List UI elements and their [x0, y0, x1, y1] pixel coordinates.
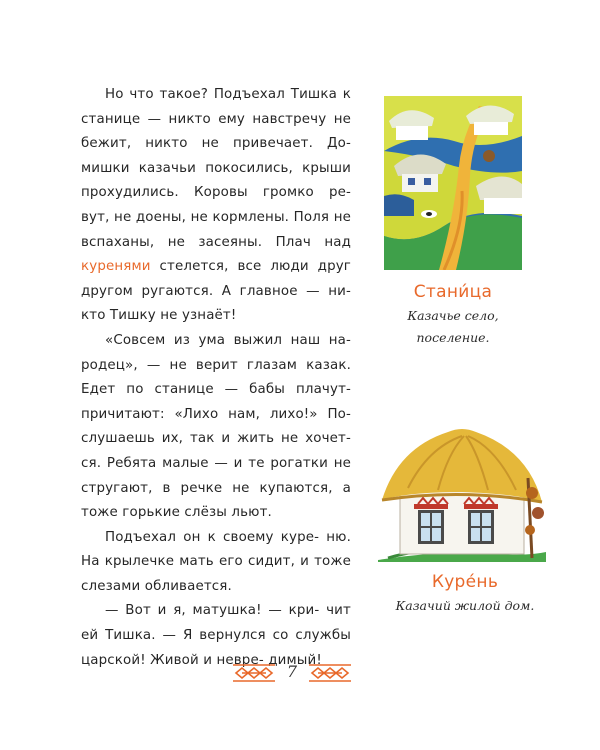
text-line: к станице — никто ему навстречу: [81, 87, 351, 127]
text-line: не вспаханы, не засеяны. Плач над: [81, 209, 351, 250]
text-line: «Совсем из ума выжил наш на-: [105, 332, 351, 348]
left-ornament-icon: [232, 663, 276, 683]
paragraph-3: [81, 526, 351, 600]
text-line: вут, не доены, не кормлены. Поля: [81, 209, 330, 225]
text-line: ся. Ребята малые — и те рогатки: [81, 455, 328, 471]
text-line: ню. На крылечке мать его сидит,: [81, 529, 351, 570]
text-line: Но что такое? Подъехал Тишка: [105, 87, 337, 102]
text-line: кто Тишку не узнаёт!: [81, 308, 237, 324]
text-line: и тоже слезами обливается.: [81, 554, 351, 594]
text-line: стелется, все люди друг: [150, 259, 351, 275]
paragraph-1: [81, 83, 351, 329]
stanitsa-illustration: [384, 96, 522, 270]
definition-line: поселение.: [416, 330, 490, 345]
text-line: родец», — не верит глазам казак.: [81, 357, 351, 373]
page-footer: [0, 662, 600, 686]
glossary-highlight-word: куренями: [81, 259, 151, 275]
page-number: 7: [286, 662, 298, 681]
definition-line: Казачье село,: [407, 308, 499, 323]
text-line: не бежит, никто не привечает. До-: [81, 111, 351, 152]
text-line: причитают: «Лихо нам, лихо!» По-: [81, 406, 351, 422]
paragraph-2: [81, 329, 351, 526]
glossary-definition-kuren: [378, 595, 552, 617]
text-line: мишки казачьи покосились, крыши: [81, 160, 351, 176]
text-line: чит ей Тишка. — Я вернулся со: [81, 603, 351, 644]
text-line: службы царской! Живой и невре-: [81, 628, 351, 668]
text-line: другом ругаются. А главное — ни-: [81, 283, 351, 299]
glossary-term-stanitsa: Стани́ца: [413, 282, 493, 302]
glossary-definition-stanitsa: [372, 305, 534, 349]
kuren-illustration: [378, 418, 546, 562]
text-line: Едет по станице — бабы плачут-: [81, 382, 351, 398]
main-text: [81, 83, 351, 673]
definition-line: Казачий жилой дом.: [395, 598, 535, 613]
text-line: не стругают, в речке не купаются,: [81, 455, 351, 496]
text-line: димый!: [268, 652, 322, 668]
text-line: прохудились. Коровы громко ре-: [81, 185, 351, 201]
glossary-term-kuren: Куре́нь: [431, 572, 499, 592]
right-ornament-icon: [308, 663, 352, 683]
text-line: — Вот и я, матушка! — кри-: [105, 603, 320, 619]
text-line: а тоже горькие слёзы льют.: [81, 480, 351, 521]
text-line: Подъехал он к своему куре-: [105, 529, 320, 545]
text-line: слушаешь их, так и жить не хочет-: [81, 431, 351, 447]
